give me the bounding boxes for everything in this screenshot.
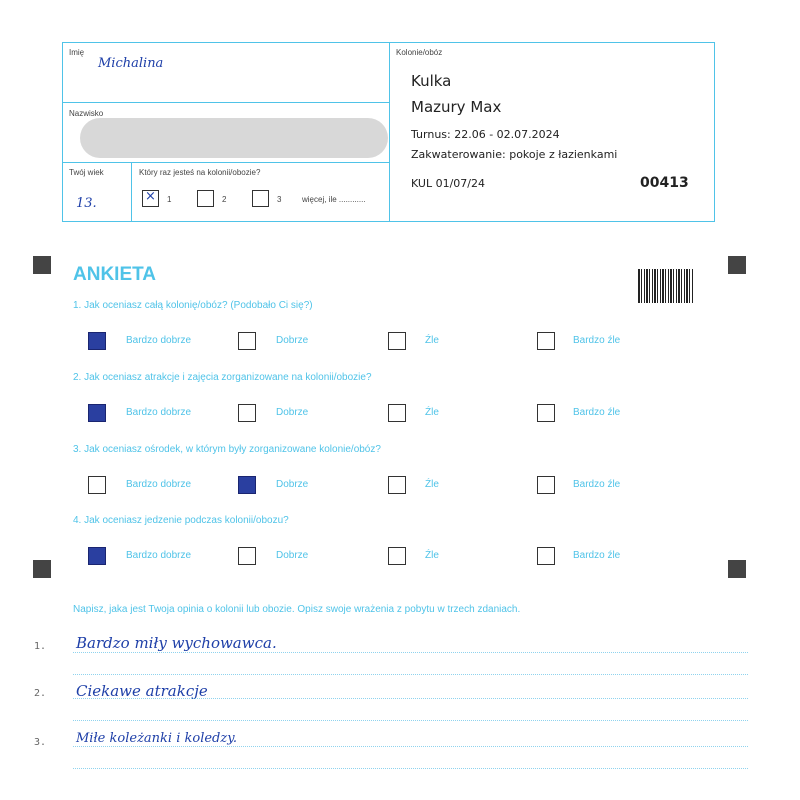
kolonie-name: Kulka <box>411 72 452 90</box>
question-2-option-label: Bardzo źle <box>573 407 621 418</box>
question-3-checkbox-2[interactable] <box>238 476 256 494</box>
question-3-text: 3. Jak oceniasz ośrodek, w którym były zorganizowane kolonie/obóz? <box>73 444 381 455</box>
writing-line <box>73 698 748 699</box>
ktory-raz-option-3: 3 <box>277 195 282 204</box>
question-1-option-label: Dobrze <box>276 335 309 346</box>
question-3-option-label: Dobrze <box>276 479 309 490</box>
opinion-prompt: Napisz, jaka jest Twoja opinia o kolonii lub obozie. Opisz swoje wrażenia z pobytu w trzech zdaniach. <box>73 604 521 615</box>
question-3-checkbox-4[interactable] <box>537 476 555 494</box>
line-number-2: 2. <box>34 688 47 699</box>
question-3-option-label: Bardzo dobrze <box>126 479 192 490</box>
opinion-line-2[interactable]: Ciekawe atrakcje <box>76 682 208 700</box>
question-1-option-label: Źle <box>425 335 439 346</box>
writing-line <box>73 652 748 653</box>
barcode-icon <box>638 269 694 303</box>
ktory-raz-checkbox-2[interactable] <box>197 190 214 207</box>
ktory-raz-label: Który raz jesteś na kolonii/obozie? <box>139 168 261 177</box>
divider-surname <box>62 162 390 163</box>
opinion-line-1[interactable]: Bardzo miły wychowawca. <box>76 634 277 652</box>
question-1-option-label: Bardzo dobrze <box>126 335 192 346</box>
question-1-checkbox-2[interactable] <box>238 332 256 350</box>
question-4-checkbox-1[interactable] <box>88 547 106 565</box>
line-number-3: 3. <box>34 737 47 748</box>
writing-line <box>73 720 748 721</box>
question-4-option-label: Dobrze <box>276 550 309 561</box>
ktory-raz-option-more: więcej, ile ............ <box>302 195 366 204</box>
camp-code: KUL 01/07/24 <box>411 177 485 190</box>
opinion-line-3[interactable]: Miłe koleżanki i koledzy. <box>76 731 237 746</box>
scan-marker-top-left <box>33 256 51 274</box>
writing-line <box>73 674 748 675</box>
question-2-checkbox-3[interactable] <box>388 404 406 422</box>
question-2-checkbox-2[interactable] <box>238 404 256 422</box>
imie-value[interactable]: Michalina <box>98 56 164 71</box>
imie-label: Imię <box>69 48 85 57</box>
check-mark-icon: × <box>145 189 156 204</box>
scan-marker-bottom-right <box>728 560 746 578</box>
writing-line <box>73 768 748 769</box>
question-4-option-label: Źle <box>425 550 439 561</box>
question-4-text: 4. Jak oceniasz jedzenie podczas kolonii/obozu? <box>73 515 289 526</box>
question-2-option-label: Źle <box>425 407 439 418</box>
ktory-raz-checkbox-1[interactable] <box>142 190 159 207</box>
question-2-text: 2. Jak oceniasz atrakcje i zajęcia zorganizowane na kolonii/obozie? <box>73 372 372 383</box>
question-4-option-label: Bardzo dobrze <box>126 550 192 561</box>
ktory-raz-option-2: 2 <box>222 195 227 204</box>
question-1-checkbox-1[interactable] <box>88 332 106 350</box>
turnus: Turnus: 22.06 - 02.07.2024 <box>411 128 560 141</box>
wiek-value[interactable]: 13. <box>76 196 97 211</box>
question-2-checkbox-1[interactable] <box>88 404 106 422</box>
question-3-option-label: Bardzo źle <box>573 479 621 490</box>
survey-title: ANKIETA <box>73 264 157 285</box>
question-4-checkbox-4[interactable] <box>537 547 555 565</box>
ktory-raz-checkbox-3[interactable] <box>252 190 269 207</box>
divider-name <box>62 102 390 103</box>
question-2-option-label: Dobrze <box>276 407 309 418</box>
zakwaterowanie: Zakwaterowanie: pokoje z łazienkami <box>411 148 618 161</box>
question-2-checkbox-4[interactable] <box>537 404 555 422</box>
question-1-checkbox-4[interactable] <box>537 332 555 350</box>
question-2-option-label: Bardzo dobrze <box>126 407 192 418</box>
scan-marker-bottom-left <box>33 560 51 578</box>
question-3-checkbox-1[interactable] <box>88 476 106 494</box>
nazwisko-label: Nazwisko <box>69 109 104 118</box>
writing-line <box>73 746 748 747</box>
kolonie-label: Kolonie/obóz <box>396 48 443 57</box>
divider-age <box>131 162 132 222</box>
question-4-checkbox-2[interactable] <box>238 547 256 565</box>
question-1-text: 1. Jak oceniasz całą kolonię/obóz? (Podobało Ci się?) <box>73 300 313 311</box>
question-1-checkbox-3[interactable] <box>388 332 406 350</box>
question-4-option-label: Bardzo źle <box>573 550 621 561</box>
nazwisko-redacted <box>80 118 388 158</box>
question-3-option-label: Źle <box>425 479 439 490</box>
scan-marker-top-right <box>728 256 746 274</box>
kolonie-place: Mazury Max <box>411 98 502 116</box>
form-number: 00413 <box>640 175 689 191</box>
wiek-label: Twój wiek <box>69 168 104 177</box>
question-4-checkbox-3[interactable] <box>388 547 406 565</box>
line-number-1: 1. <box>34 641 47 652</box>
question-3-checkbox-3[interactable] <box>388 476 406 494</box>
question-1-option-label: Bardzo źle <box>573 335 621 346</box>
ktory-raz-option-1: 1 <box>167 195 172 204</box>
